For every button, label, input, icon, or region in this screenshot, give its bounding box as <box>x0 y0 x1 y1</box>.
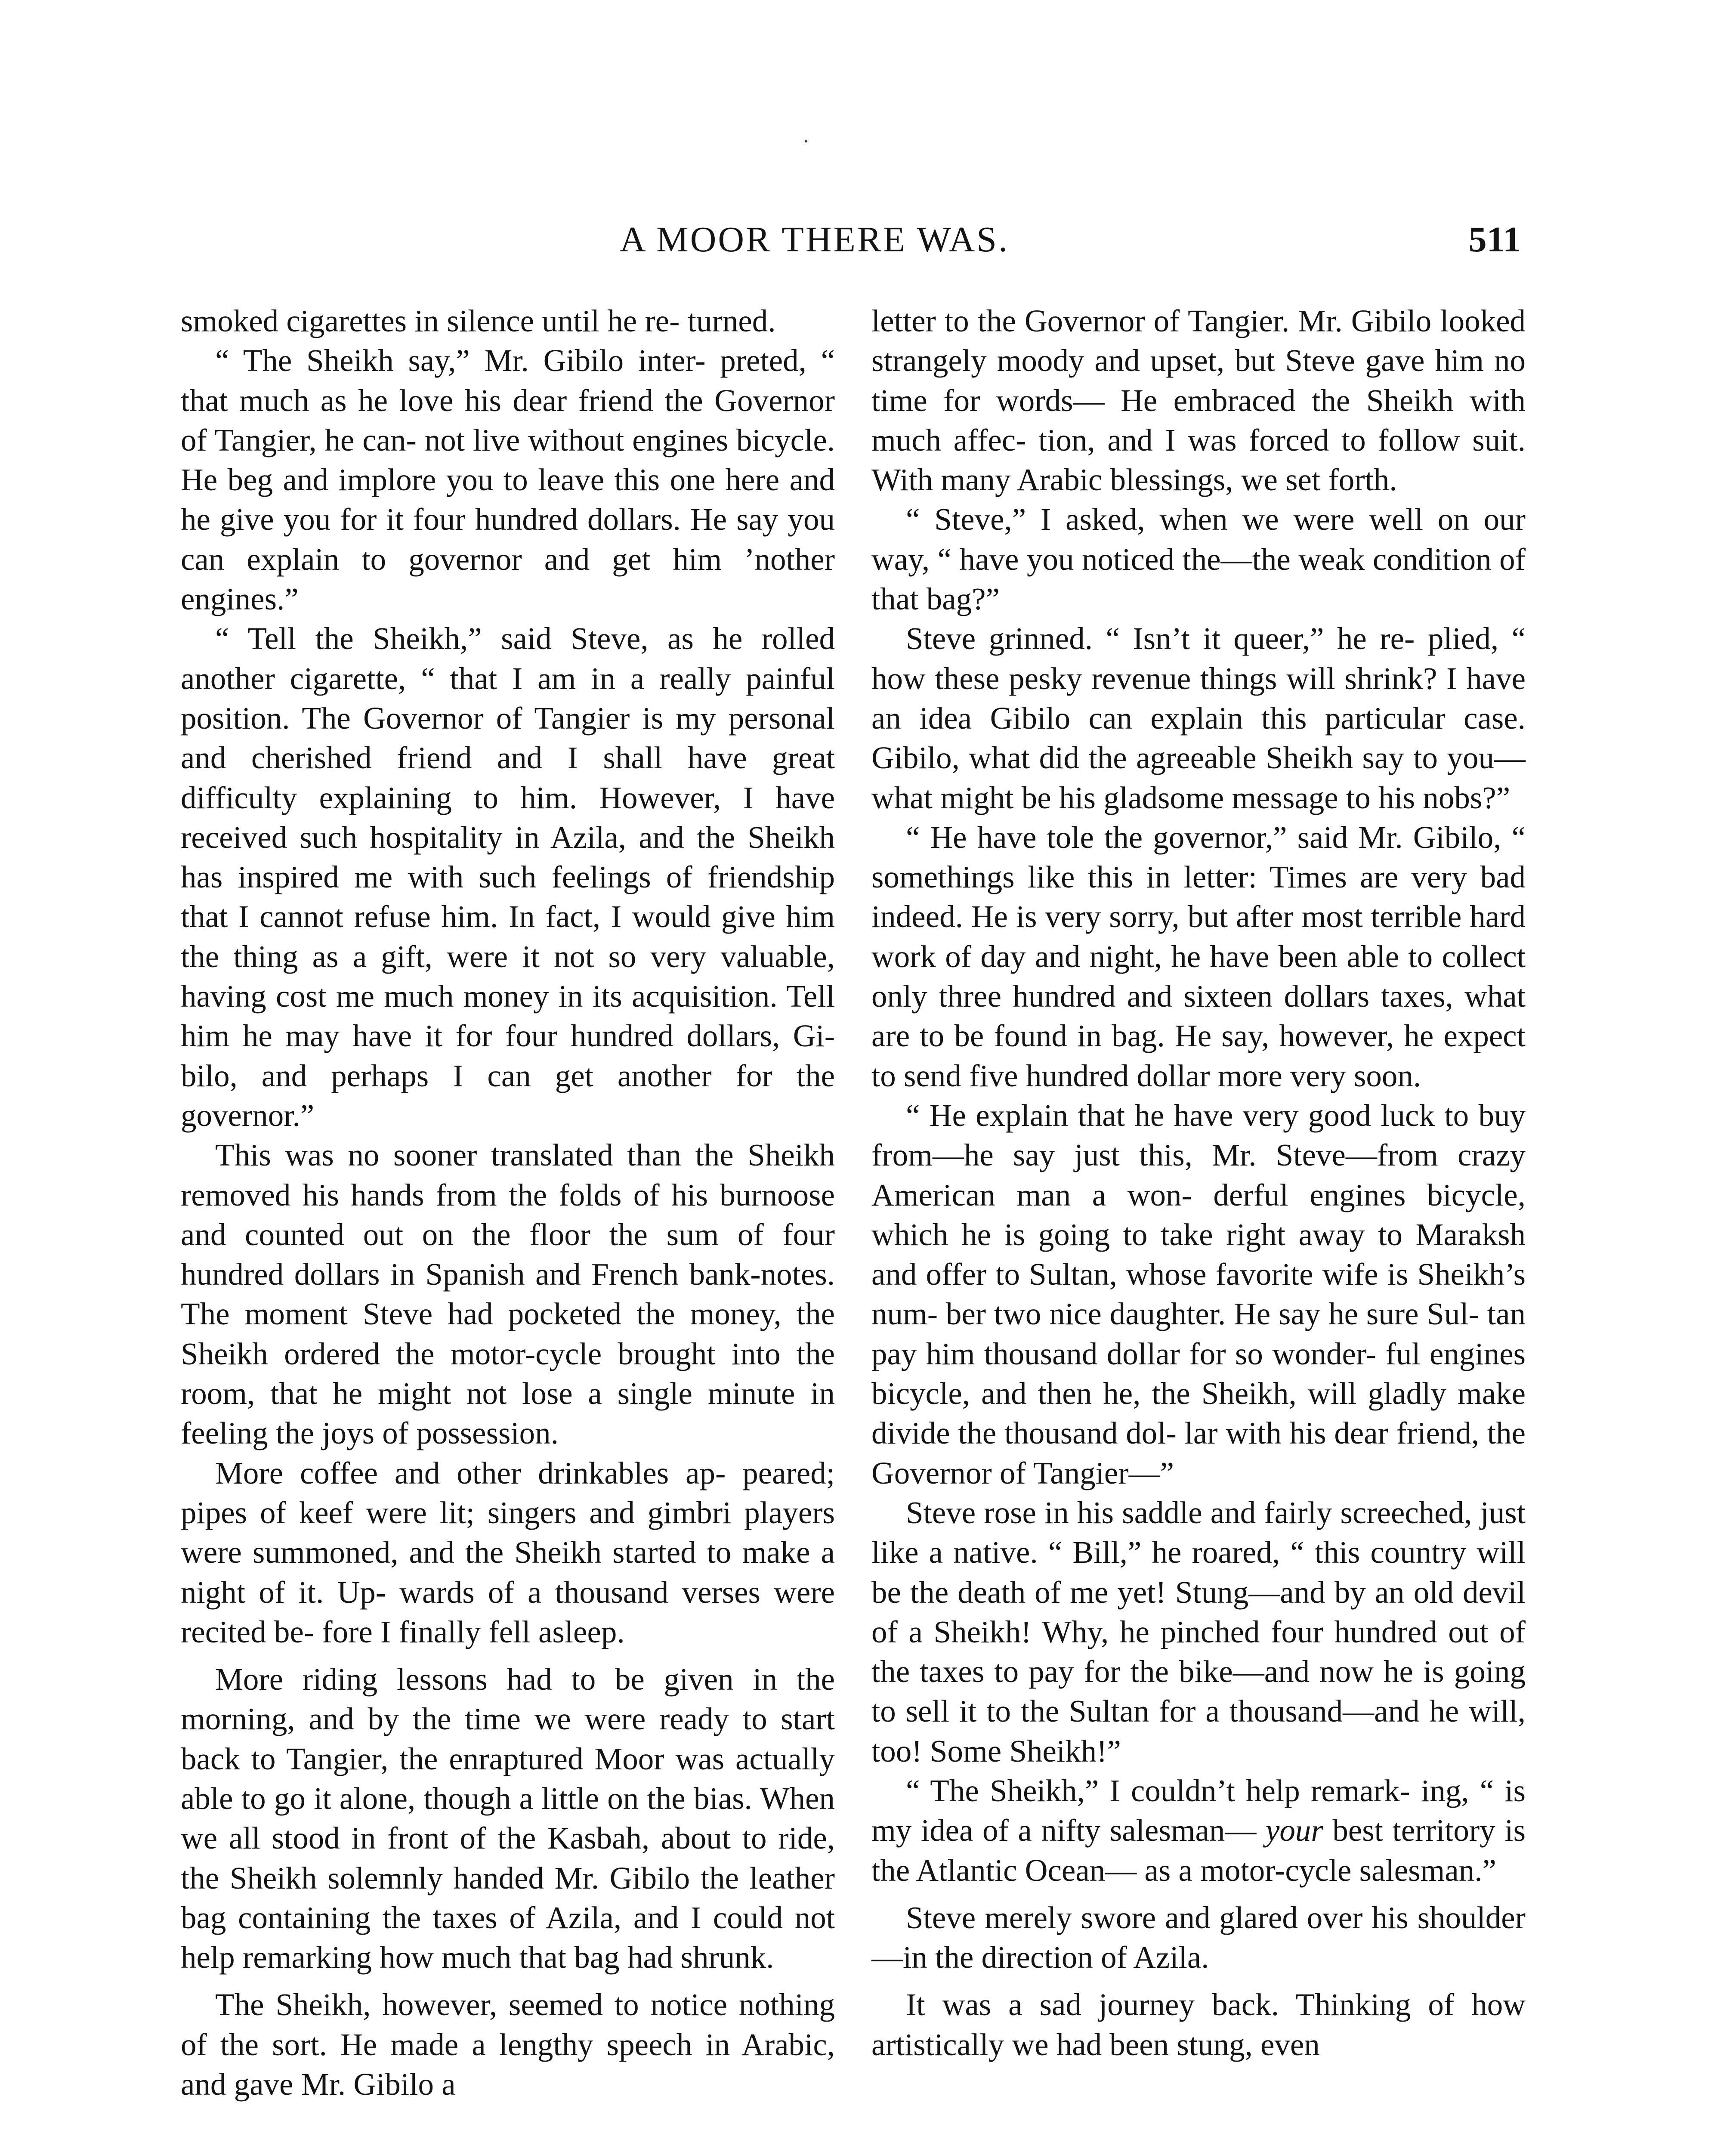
paragraph: More riding lessons had to be given in the morning, and by the time we were ready to start back to Tangier, the enraptured Moor was actually able to go it alone, though a little on the bias. When we all stood in front of the Kasbah, about to ride, the Sheikh solemnly handed Mr. Gibilo the leather bag containing the taxes of Azila, and I could not help remarking how much that bag had shrunk. <box>181 1662 835 1975</box>
paragraph: “ Steve,” I asked, when we were well on our way, “ have you noticed the—the weak condition of that bag?” <box>871 502 1526 617</box>
paragraph: “ Tell the Sheikh,” said Steve, as he rolled another cigarette, “ that I am in a really painful position. The Governor of Tangier is my personal and cherished friend and I shall have great difficulty explaining to him. However, I have received such hospitality in Azila, and the Sheikh has inspired me with such feelings of friendship that I cannot refuse him. In fact, I would give him the thing as a gift, were it not so very valuable, having cost me much money in its acquisition. Tell him he may have it for four hundred dollars, Gi- bilo, and perhaps I can get another for the governor.” <box>181 621 835 1133</box>
right-text-column <box>871 301 1526 2065</box>
paragraph: “ The Sheikh say,” Mr. Gibilo inter- preted, “ that much as he love his dear friend the Governor of Tangier, he can- not live without engines bicycle. He beg and implore you to leave this one here and he give you for it four hundred dollars. He say you can explain to governor and get him ’nother engines.” <box>181 343 835 617</box>
paragraph: smoked cigarettes in silence until he re- turned. <box>181 303 776 338</box>
paragraph <box>871 1771 1526 1890</box>
paragraph: This was no sooner translated than the Sheikh removed his hands from the folds of his burnoose and counted out on the floor the sum of four hundred dollars in Spanish and French bank-notes. The moment Steve had pocketed the money, the Sheikh ordered the motor-cycle brought into the room, that he might not lose a single minute in feeling the joys of possession. <box>181 1138 835 1451</box>
paragraph: Steve rose in his saddle and fairly screeched, just like a native. “ Bill,” he roared, “ this country will be the death of me yet! Stung—and by an old devil of a Sheikh! Why, he pinched four hundred out of the taxes to pay for the bike—and now he is going to sell it to the Sultan for a thousand—and he will, too! Some Sheikh!” <box>871 1495 1526 1769</box>
paragraph: Steve grinned. “ Isn’t it queer,” he re- plied, “ how these pesky revenue things will shrink? I have an idea Gibilo can explain this particular case. Gibilo, what did the agreeable Sheikh say to you—what might be his gladsome message to his nobs?” <box>871 621 1526 815</box>
paragraph-text: “ The Sheikh,” I couldn’t help remark- ing, “ is my idea of a nifty salesman— <box>871 1773 1526 1848</box>
paragraph: letter to the Governor of Tangier. Mr. Gibilo looked strangely moody and upset, but Steve gave him no time for words— He embraced the Sheikh with much affec- tion, and I was forced to follow suit. With many Arabic blessings, we set forth. <box>871 303 1526 498</box>
paragraph: The Sheikh, however, seemed to notice nothing of the sort. He made a lengthy speech in Arabic, and gave Mr. Gibilo a <box>181 1987 835 2102</box>
paragraph: It was a sad journey back. Thinking of how artistically we had been stung, even <box>871 1987 1526 2062</box>
paragraph: More coffee and other drinkables ap- peared; pipes of keef were lit; singers and gimbri players were summoned, and the Sheikh started to make a night of it. Up- wards of a thousand verses were recited be- fore I finally fell asleep. <box>181 1455 835 1649</box>
paragraph-text: best territory is the Atlantic Ocean— as a motor-cycle salesman.” <box>871 1813 1526 1888</box>
running-head-title: A MOOR THERE WAS. <box>620 220 1010 260</box>
left-text-column <box>181 301 835 2104</box>
paragraph: Steve merely swore and glared over his shoulder—in the direction of Azila. <box>871 1900 1526 1975</box>
emphasized-word: your <box>1265 1813 1323 1848</box>
paragraph: “ He have tole the governor,” said Mr. Gibilo, “ somethings like this in letter: Times are very bad indeed. He is very sorry, but after most terrible hard work of day and night, he have been able to collect only three hundred and sixteen dollars taxes, what are to be found in bag. He say, however, he expect to send five hundred dollar more very soon. <box>871 819 1526 1093</box>
page-number: 511 <box>1468 220 1521 260</box>
paragraph: “ He explain that he have very good luck to buy from—he say just this, Mr. Steve—from crazy American man a won- derful engines bicycle, which he is going to take right away to Maraksh and offer to Sultan, whose favorite wife is Sheikh’s num- ber two nice daughter. He say he sure Sul- tan pay him thousand dollar for so wonder- ful engines bicycle, and then he, the Sheikh, will gladly make divide the thousand dol- lar with his dear friend, the Governor of Tangier—” <box>871 1098 1526 1490</box>
print-speck <box>805 140 807 142</box>
